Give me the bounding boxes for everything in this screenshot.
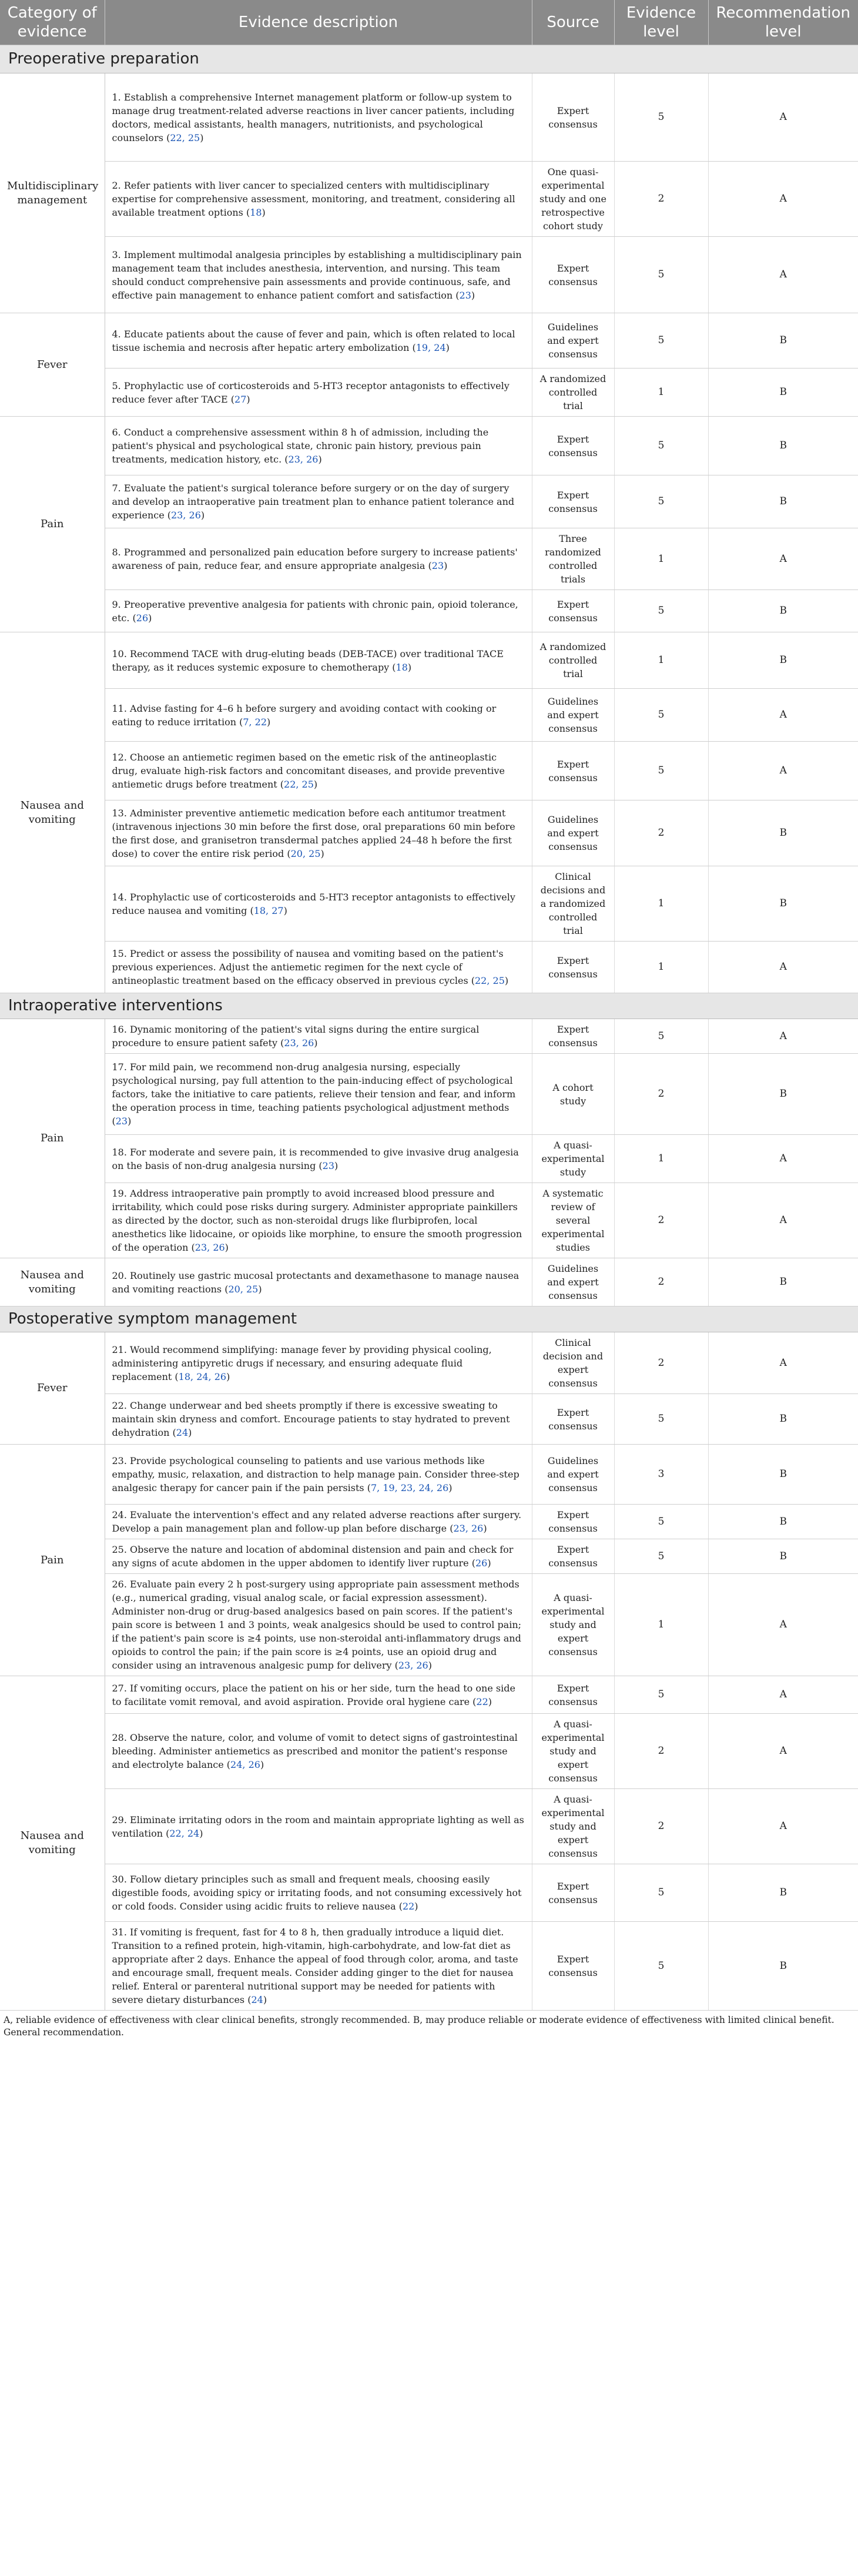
reference-link[interactable]: 20, 25 bbox=[228, 1283, 259, 1295]
table-row bbox=[0, 73, 858, 162]
description-text: 6. Conduct a comprehensive assessment within 8 h of admission, including the patient's physical and psychological state, chronic pain history, previous pain treatments, medication history, etc. ( bbox=[112, 427, 489, 465]
description-cell bbox=[105, 1676, 532, 1714]
evidence-level-cell: 5 bbox=[614, 475, 708, 528]
description-cell bbox=[105, 73, 532, 162]
source-cell: Expert consensus bbox=[532, 1676, 614, 1714]
table-row bbox=[0, 417, 858, 475]
description-cell bbox=[105, 1864, 532, 1922]
description-tail: ) bbox=[200, 510, 205, 521]
description-cell bbox=[105, 1445, 532, 1505]
evidence-level-cell: 5 bbox=[614, 1394, 708, 1445]
header-category: Category of evidence bbox=[0, 0, 105, 45]
table-row bbox=[0, 1054, 858, 1135]
source-cell: One quasi-experimental study and one retrospective cohort study bbox=[532, 162, 614, 237]
description-tail: ) bbox=[504, 975, 509, 986]
evidence-level-cell: 1 bbox=[614, 369, 708, 417]
description-text: 22. Change underwear and bed sheets promptly if there is excessive sweating to maintain skin dryness and comfort. Encourage patients to stay hydrated to prevent dehydration ( bbox=[112, 1400, 510, 1438]
description-cell bbox=[105, 1394, 532, 1445]
table-row bbox=[0, 742, 858, 800]
evidence-level-cell: 1 bbox=[614, 866, 708, 942]
description-tail: ) bbox=[148, 612, 152, 624]
table-footnote: A, reliable evidence of effectiveness with clear clinical benefits, strongly recommended. B, may produce reliable or moderate evidence of effectiveness with limited clinical benefit. General recommendation. bbox=[4, 2015, 834, 2038]
source-cell: Expert consensus bbox=[532, 1539, 614, 1574]
source-cell: Guidelines and expert consensus bbox=[532, 800, 614, 866]
source-cell: Expert consensus bbox=[532, 237, 614, 313]
table-row bbox=[0, 1332, 858, 1394]
description-text: 7. Evaluate the patient's surgical tolerance before surgery or on the day of surgery and develop an intraoperative pain treatment plan to enhance patient tolerance and experience ( bbox=[112, 483, 515, 521]
category-cell: Nausea and vomiting bbox=[0, 1258, 105, 1307]
description-text: 21. Would recommend simplifying: manage fever by providing physical cooling, administering antipyretic drugs if necessary, and ensuring adequate fluid replacement ( bbox=[112, 1344, 492, 1382]
description-cell bbox=[105, 866, 532, 942]
reference-link[interactable]: 22, 25 bbox=[284, 779, 314, 790]
description-tail: ) bbox=[471, 289, 475, 301]
description-cell bbox=[105, 689, 532, 742]
evidence-level-cell: 5 bbox=[614, 1505, 708, 1539]
description-text: 11. Advise fasting for 4–6 h before surgery and avoiding contact with cooking or eating to reduce irritation ( bbox=[112, 702, 497, 728]
description-cell bbox=[105, 1714, 532, 1789]
table-row bbox=[0, 1676, 858, 1714]
reference-link[interactable]: 20, 25 bbox=[290, 847, 321, 859]
table-row bbox=[0, 1258, 858, 1307]
table-row bbox=[0, 689, 858, 742]
description-cell bbox=[105, 1183, 532, 1258]
recommendation-level-cell: B bbox=[708, 1539, 858, 1574]
description-cell bbox=[105, 742, 532, 800]
recommendation-level-cell: A bbox=[708, 1714, 858, 1789]
reference-link[interactable]: 7, 19, 23, 24, 26 bbox=[370, 1482, 449, 1493]
table-body bbox=[0, 45, 858, 2011]
source-cell: A quasi-experimental study bbox=[532, 1135, 614, 1183]
description-cell bbox=[105, 1135, 532, 1183]
description-text: 26. Evaluate pain every 2 h post-surgery using appropriate pain assessment methods (e.g., numerical grading, visual analog scale, or facial expression assessment). Administer non-drug or drug-based analgesics based on pain scores. If the patient's pain score is between 1 and 3 points, weak analgesics should be used to control pain; if the patient's pain score is ≥4 points, use non-steroidal anti-inflammatory drugs and opioids to control the pain; if the pain score is ≥4 points, use an opioid drug and consider using an intravenous analgesic pump for delivery ( bbox=[112, 1579, 522, 1671]
description-text: 29. Eliminate irritating odors in the room and maintain appropriate lighting as well as ventilation ( bbox=[112, 1814, 524, 1839]
source-cell: Expert consensus bbox=[532, 1922, 614, 2011]
recommendation-level-cell: A bbox=[708, 528, 858, 590]
description-text: 4. Educate patients about the cause of fever and pain, which is often related to local tissue ischemia and necrosis after hepatic artery embolization ( bbox=[112, 328, 515, 353]
recommendation-level-cell: B bbox=[708, 313, 858, 369]
description-tail: ) bbox=[407, 661, 412, 673]
evidence-level-cell: 5 bbox=[614, 1922, 708, 2011]
evidence-level-cell: 5 bbox=[614, 1864, 708, 1922]
recommendation-level-cell: A bbox=[708, 1332, 858, 1394]
header-evidence-level: Evidence level bbox=[614, 0, 708, 45]
header-recommendation-level: Recommendation level bbox=[708, 0, 858, 45]
evidence-level-cell: 1 bbox=[614, 528, 708, 590]
description-cell bbox=[105, 632, 532, 689]
description-tail: ) bbox=[488, 1696, 492, 1707]
evidence-level-cell: 1 bbox=[614, 1135, 708, 1183]
reference-link[interactable]: 26 bbox=[475, 1557, 488, 1569]
evidence-level-cell: 2 bbox=[614, 162, 708, 237]
reference-link[interactable]: 22, 24 bbox=[169, 1827, 200, 1839]
category-cell: Multidisciplinary management bbox=[0, 73, 105, 313]
evidence-level-cell: 2 bbox=[614, 1714, 708, 1789]
recommendation-level-cell: B bbox=[708, 590, 858, 632]
source-cell: Guidelines and expert consensus bbox=[532, 689, 614, 742]
description-cell bbox=[105, 1019, 532, 1054]
description-text: 18. For moderate and severe pain, it is recommended to give invasive drug analgesia on the basis of non-drug analgesia nursing ( bbox=[112, 1146, 519, 1171]
evidence-level-cell: 5 bbox=[614, 742, 708, 800]
table-row bbox=[0, 1505, 858, 1539]
description-tail: ) bbox=[262, 207, 266, 218]
recommendation-level-cell: A bbox=[708, 1019, 858, 1054]
source-cell: Expert consensus bbox=[532, 1864, 614, 1922]
recommendation-level-cell: A bbox=[708, 942, 858, 993]
section-row bbox=[0, 1307, 858, 1332]
source-cell: Expert consensus bbox=[532, 1394, 614, 1445]
table-row bbox=[0, 632, 858, 689]
table-row bbox=[0, 1539, 858, 1574]
description-cell bbox=[105, 1258, 532, 1307]
recommendation-level-cell: B bbox=[708, 1445, 858, 1505]
description-cell bbox=[105, 1054, 532, 1135]
description-text: 2. Refer patients with liver cancer to specialized centers with multidisciplinary expertise for comprehensive assessment, monitoring, and treatment, considering all available treatment options ( bbox=[112, 180, 515, 218]
recommendation-level-cell: B bbox=[708, 800, 858, 866]
table-row bbox=[0, 1922, 858, 2011]
description-tail: ) bbox=[283, 905, 287, 916]
recommendation-level-cell: B bbox=[708, 1505, 858, 1539]
reference-link[interactable]: 24, 26 bbox=[230, 1759, 260, 1770]
table-row bbox=[0, 800, 858, 866]
description-tail: ) bbox=[260, 1759, 264, 1770]
reference-link[interactable]: 23 bbox=[431, 560, 444, 571]
table-row bbox=[0, 475, 858, 528]
description-tail: ) bbox=[226, 1371, 230, 1382]
recommendation-level-cell: B bbox=[708, 1394, 858, 1445]
reference-link[interactable]: 23 bbox=[115, 1116, 128, 1127]
recommendation-level-cell: B bbox=[708, 866, 858, 942]
description-tail: ) bbox=[199, 1827, 203, 1839]
description-tail: ) bbox=[487, 1557, 491, 1569]
description-text: 1. Establish a comprehensive Internet management platform or follow-up system to manage drug treatment-related adverse reactions in liver cancer patients, including doctors, medical assistants, health managers, nutritionists, and psychological counselors ( bbox=[112, 91, 515, 143]
description-text: 19. Address intraoperative pain promptly to avoid increased blood pressure and irritability, which could pose risks during surgery. Administer appropriate painkillers as directed by the doctor, such as non-steroidal drugs like flurbiprofen, local anesthetics like lidocaine, or opioids like morphine, to ensure the smooth progression of the operation ( bbox=[112, 1188, 522, 1253]
reference-link[interactable]: 27 bbox=[234, 393, 247, 405]
recommendation-level-cell: B bbox=[708, 1922, 858, 2011]
recommendation-level-cell: A bbox=[708, 1574, 858, 1676]
description-text: 10. Recommend TACE with drug-eluting beads (DEB-TACE) over traditional TACE therapy, as it reduces systemic exposure to chemotherapy ( bbox=[112, 648, 504, 673]
description-cell bbox=[105, 1539, 532, 1574]
section-title: Intraoperative interventions bbox=[0, 993, 858, 1019]
recommendation-level-cell: A bbox=[708, 1676, 858, 1714]
description-cell bbox=[105, 1505, 532, 1539]
reference-link[interactable]: 23, 26 bbox=[171, 510, 201, 521]
source-cell: Expert consensus bbox=[532, 1505, 614, 1539]
table-row bbox=[0, 1864, 858, 1922]
source-cell: Expert consensus bbox=[532, 475, 614, 528]
reference-link[interactable]: 22 bbox=[476, 1696, 488, 1707]
category-cell: Pain bbox=[0, 1445, 105, 1676]
evidence-level-cell: 1 bbox=[614, 632, 708, 689]
source-cell: Expert consensus bbox=[532, 73, 614, 162]
reference-link[interactable]: 23, 26 bbox=[288, 454, 319, 465]
table-row bbox=[0, 1789, 858, 1864]
description-text: 27. If vomiting occurs, place the patient on his or her side, turn the head to one side to facilitate vomit removal, and avoid aspiration. Provide oral hygiene care ( bbox=[112, 1682, 515, 1707]
description-text: 17. For mild pain, we recommend non-drug analgesia nursing, especially psychological nursing, pay full attention to the pain-inducing effect of psychological factors, take the initiative to care patients, relieve their tension and fear, and inform the operation process in time, teaching patients psychological adjustment methods ( bbox=[112, 1061, 516, 1127]
source-cell: Expert consensus bbox=[532, 590, 614, 632]
source-cell: Clinical decision and expert consensus bbox=[532, 1332, 614, 1394]
source-cell: Guidelines and expert consensus bbox=[532, 1445, 614, 1505]
header-description: Evidence description bbox=[105, 0, 532, 45]
evidence-level-cell: 5 bbox=[614, 590, 708, 632]
recommendation-level-cell: A bbox=[708, 73, 858, 162]
reference-link[interactable]: 18, 27 bbox=[253, 905, 284, 916]
description-text: 15. Predict or assess the possibility of nausea and vomiting based on the patient's previous experiences. Adjust the antiemetic regimen for the next cycle of antineoplastic treatment based on the efficacy observed in previous cycles ( bbox=[112, 948, 504, 986]
description-tail: ) bbox=[258, 1283, 262, 1295]
evidence-level-cell: 5 bbox=[614, 73, 708, 162]
description-tail: ) bbox=[414, 1901, 418, 1912]
evidence-level-cell: 3 bbox=[614, 1445, 708, 1505]
description-text: 16. Dynamic monitoring of the patient's vital signs during the entire surgical procedure to ensure patient safety ( bbox=[112, 1024, 480, 1049]
description-text: 5. Prophylactic use of corticosteroids and 5-HT3 receptor antagonists to effectively reduce fever after TACE ( bbox=[112, 380, 510, 405]
table-row bbox=[0, 1183, 858, 1258]
reference-link[interactable]: 19, 24 bbox=[415, 341, 446, 353]
description-tail: ) bbox=[313, 779, 318, 790]
section-title: Preoperative preparation bbox=[0, 45, 858, 73]
description-tail: ) bbox=[128, 1116, 132, 1127]
table-row bbox=[0, 1445, 858, 1505]
evidence-level-cell: 1 bbox=[614, 942, 708, 993]
table-row bbox=[0, 237, 858, 313]
description-cell bbox=[105, 369, 532, 417]
description-cell bbox=[105, 313, 532, 369]
reference-link[interactable]: 23, 26 bbox=[284, 1037, 314, 1049]
reference-link[interactable]: 23, 26 bbox=[453, 1523, 484, 1534]
description-text: 13. Administer preventive antiemetic medication before each antitumor treatment (intravenous injections 30 min before the first dose, oral preparations 60 min before the first dose, and granisetron transdermal patches applied 24–48 h before the first dose) to cover the entire risk period ( bbox=[112, 807, 515, 859]
description-tail: ) bbox=[320, 847, 324, 859]
description-tail: ) bbox=[224, 1242, 229, 1253]
description-text: 25. Observe the nature and location of abdominal distension and pain and check for any signs of acute abdomen in the upper abdomen to identify liver rupture ( bbox=[112, 1544, 514, 1569]
table-row bbox=[0, 1019, 858, 1054]
evidence-level-cell: 2 bbox=[614, 1258, 708, 1307]
description-cell bbox=[105, 942, 532, 993]
description-text: 31. If vomiting is frequent, fast for 4 to 8 h, then gradually introduce a liquid diet. Transition to a refined protein, high-vitamin, high-carbohydrate, and low-fat diet as appropriate after 2 days. Enhance the appeal of food through color, aroma, and taste and encourage small, frequent meals. Consider adding ginger to the diet for nausea relief. Enteral or parenteral nutritional support may be needed for patients with severe dietary disturbances ( bbox=[112, 1927, 518, 2005]
description-text: 8. Programmed and personalized pain education before surgery to increase patients' awareness of pain, reduce fear, and ensure appropriate analgesia ( bbox=[112, 547, 518, 571]
table-row bbox=[0, 1714, 858, 1789]
description-tail: ) bbox=[444, 560, 448, 571]
description-tail: ) bbox=[318, 454, 322, 465]
section-row bbox=[0, 45, 858, 73]
evidence-level-cell: 1 bbox=[614, 1574, 708, 1676]
description-tail: ) bbox=[483, 1523, 487, 1534]
source-cell: A quasi-experimental study and expert consensus bbox=[532, 1789, 614, 1864]
header-row bbox=[0, 0, 858, 45]
table-row bbox=[0, 942, 858, 993]
section-title: Postoperative symptom management bbox=[0, 1307, 858, 1332]
description-text: 20. Routinely use gastric mucosal protectants and dexamethasone to manage nausea and vomiting reactions ( bbox=[112, 1269, 520, 1295]
category-cell: Fever bbox=[0, 1332, 105, 1445]
reference-link[interactable]: 23, 26 bbox=[195, 1242, 225, 1253]
table-row bbox=[0, 866, 858, 942]
description-text: 9. Preoperative preventive analgesia for patients with chronic pain, opioid tolerance, etc. ( bbox=[112, 598, 518, 624]
evidence-level-cell: 5 bbox=[614, 237, 708, 313]
recommendation-level-cell: A bbox=[708, 742, 858, 800]
source-cell: A randomized controlled trial bbox=[532, 369, 614, 417]
description-tail: ) bbox=[448, 1482, 453, 1493]
reference-link[interactable]: 24 bbox=[176, 1427, 189, 1438]
description-text: 12. Choose an antiemetic regimen based on the emetic risk of the antineoplastic drug, evaluate high-risk factors and concomitant diseases, and provide preventive antiemetic drugs before treatment ( bbox=[112, 752, 505, 790]
description-cell bbox=[105, 528, 532, 590]
description-text: 3. Implement multimodal analgesia principles by establishing a multidisciplinary pain management team that includes anesthesia, intervention, and nursing. This team should conduct comprehensive pain assessments and provide continuous, safe, and effective pain management to enhance patient comfort and satisfaction ( bbox=[112, 249, 522, 301]
reference-link[interactable]: 18 bbox=[396, 661, 408, 673]
reference-link[interactable]: 7, 22 bbox=[243, 716, 267, 728]
evidence-level-cell: 2 bbox=[614, 1183, 708, 1258]
description-cell bbox=[105, 1789, 532, 1864]
description-tail: ) bbox=[314, 1037, 318, 1049]
recommendation-level-cell: A bbox=[708, 237, 858, 313]
description-tail: ) bbox=[263, 1994, 267, 2005]
category-cell: Pain bbox=[0, 1019, 105, 1258]
recommendation-level-cell: B bbox=[708, 1864, 858, 1922]
category-cell: Nausea and vomiting bbox=[0, 632, 105, 993]
evidence-level-cell: 2 bbox=[614, 800, 708, 866]
description-text: 24. Evaluate the intervention's effect and any related adverse reactions after surgery. Develop a pain management plan and follow-up plan before discharge ( bbox=[112, 1509, 522, 1534]
reference-link[interactable]: 23, 26 bbox=[398, 1660, 428, 1671]
recommendation-level-cell: B bbox=[708, 632, 858, 689]
recommendation-level-cell: B bbox=[708, 417, 858, 475]
recommendation-level-cell: A bbox=[708, 689, 858, 742]
source-cell: A randomized controlled trial bbox=[532, 632, 614, 689]
source-cell: Expert consensus bbox=[532, 942, 614, 993]
reference-link[interactable]: 23 bbox=[459, 289, 471, 301]
evidence-level-cell: 2 bbox=[614, 1789, 708, 1864]
table-row bbox=[0, 1394, 858, 1445]
recommendation-level-cell: A bbox=[708, 1789, 858, 1864]
category-cell: Nausea and vomiting bbox=[0, 1676, 105, 2011]
source-cell: Three randomized controlled trials bbox=[532, 528, 614, 590]
table-row bbox=[0, 313, 858, 369]
recommendation-level-cell: A bbox=[708, 162, 858, 237]
reference-link[interactable]: 22, 25 bbox=[170, 132, 200, 143]
reference-link[interactable]: 18 bbox=[250, 207, 262, 218]
evidence-level-cell: 5 bbox=[614, 1676, 708, 1714]
source-cell: Expert consensus bbox=[532, 1019, 614, 1054]
source-cell: Expert consensus bbox=[532, 742, 614, 800]
description-tail: ) bbox=[200, 132, 204, 143]
recommendation-level-cell: B bbox=[708, 1054, 858, 1135]
description-text: 23. Provide psychological counseling to patients and use various methods like empathy, music, relaxation, and distraction to help manage pain. Consider three-step analgesic therapy for cancer pain if the pain persists ( bbox=[112, 1455, 520, 1493]
source-cell: A quasi-experimental study and expert consensus bbox=[532, 1574, 614, 1676]
description-cell bbox=[105, 1574, 532, 1676]
description-cell bbox=[105, 237, 532, 313]
category-cell: Pain bbox=[0, 417, 105, 632]
evidence-level-cell: 5 bbox=[614, 313, 708, 369]
description-cell bbox=[105, 1922, 532, 2011]
description-tail: ) bbox=[188, 1427, 192, 1438]
description-cell bbox=[105, 417, 532, 475]
recommendation-level-cell: B bbox=[708, 1258, 858, 1307]
evidence-level-cell: 2 bbox=[614, 1332, 708, 1394]
description-text: 14. Prophylactic use of corticosteroids and 5-HT3 receptor antagonists to effectively reduce nausea and vomiting ( bbox=[112, 891, 515, 916]
source-cell: Guidelines and expert consensus bbox=[532, 1258, 614, 1307]
reference-link[interactable]: 18, 24, 26 bbox=[178, 1371, 227, 1382]
evidence-level-cell: 2 bbox=[614, 1054, 708, 1135]
description-tail: ) bbox=[445, 341, 450, 353]
source-cell: A quasi-experimental study and expert consensus bbox=[532, 1714, 614, 1789]
source-cell: Clinical decisions and a randomized controlled trial bbox=[532, 866, 614, 942]
category-cell: Fever bbox=[0, 313, 105, 417]
description-tail: ) bbox=[246, 393, 250, 405]
reference-link[interactable]: 22, 25 bbox=[475, 975, 505, 986]
description-cell bbox=[105, 800, 532, 866]
description-cell bbox=[105, 1332, 532, 1394]
reference-link[interactable]: 26 bbox=[136, 612, 149, 624]
description-cell bbox=[105, 475, 532, 528]
description-text: 30. Follow dietary principles such as small and frequent meals, choosing easily digestible foods, avoiding spicy or irritating foods, and not consuming excessively hot or cold foods. Consider using acidic fruits to relieve nausea ( bbox=[112, 1874, 522, 1912]
description-tail: ) bbox=[428, 1660, 432, 1671]
header-source: Source bbox=[532, 0, 614, 45]
evidence-level-cell: 5 bbox=[614, 1019, 708, 1054]
description-tail: ) bbox=[267, 716, 271, 728]
table-row bbox=[0, 1574, 858, 1676]
table-row bbox=[0, 1135, 858, 1183]
evidence-level-cell: 5 bbox=[614, 1539, 708, 1574]
source-cell: Expert consensus bbox=[532, 417, 614, 475]
source-cell: A systematic review of several experimental studies bbox=[532, 1183, 614, 1258]
recommendation-level-cell: B bbox=[708, 475, 858, 528]
section-row bbox=[0, 993, 858, 1019]
description-cell bbox=[105, 590, 532, 632]
evidence-level-cell: 5 bbox=[614, 689, 708, 742]
table-row bbox=[0, 162, 858, 237]
description-tail: ) bbox=[334, 1160, 338, 1171]
recommendation-level-cell: A bbox=[708, 1135, 858, 1183]
source-cell: A cohort study bbox=[532, 1054, 614, 1135]
description-cell bbox=[105, 162, 532, 237]
table-row bbox=[0, 528, 858, 590]
reference-link[interactable]: 22 bbox=[402, 1901, 415, 1912]
table-row bbox=[0, 590, 858, 632]
reference-link[interactable]: 24 bbox=[251, 1994, 263, 2005]
recommendation-level-cell: A bbox=[708, 1183, 858, 1258]
table-row bbox=[0, 369, 858, 417]
source-cell: Guidelines and expert consensus bbox=[532, 313, 614, 369]
reference-link[interactable]: 23 bbox=[322, 1160, 335, 1171]
recommendation-level-cell: B bbox=[708, 369, 858, 417]
evidence-level-cell: 5 bbox=[614, 417, 708, 475]
description-text: 28. Observe the nature, color, and volume of vomit to detect signs of gastrointestinal bleeding. Administer antiemetics as prescribed and monitor the patient's response and electrolyte balance ( bbox=[112, 1732, 518, 1770]
